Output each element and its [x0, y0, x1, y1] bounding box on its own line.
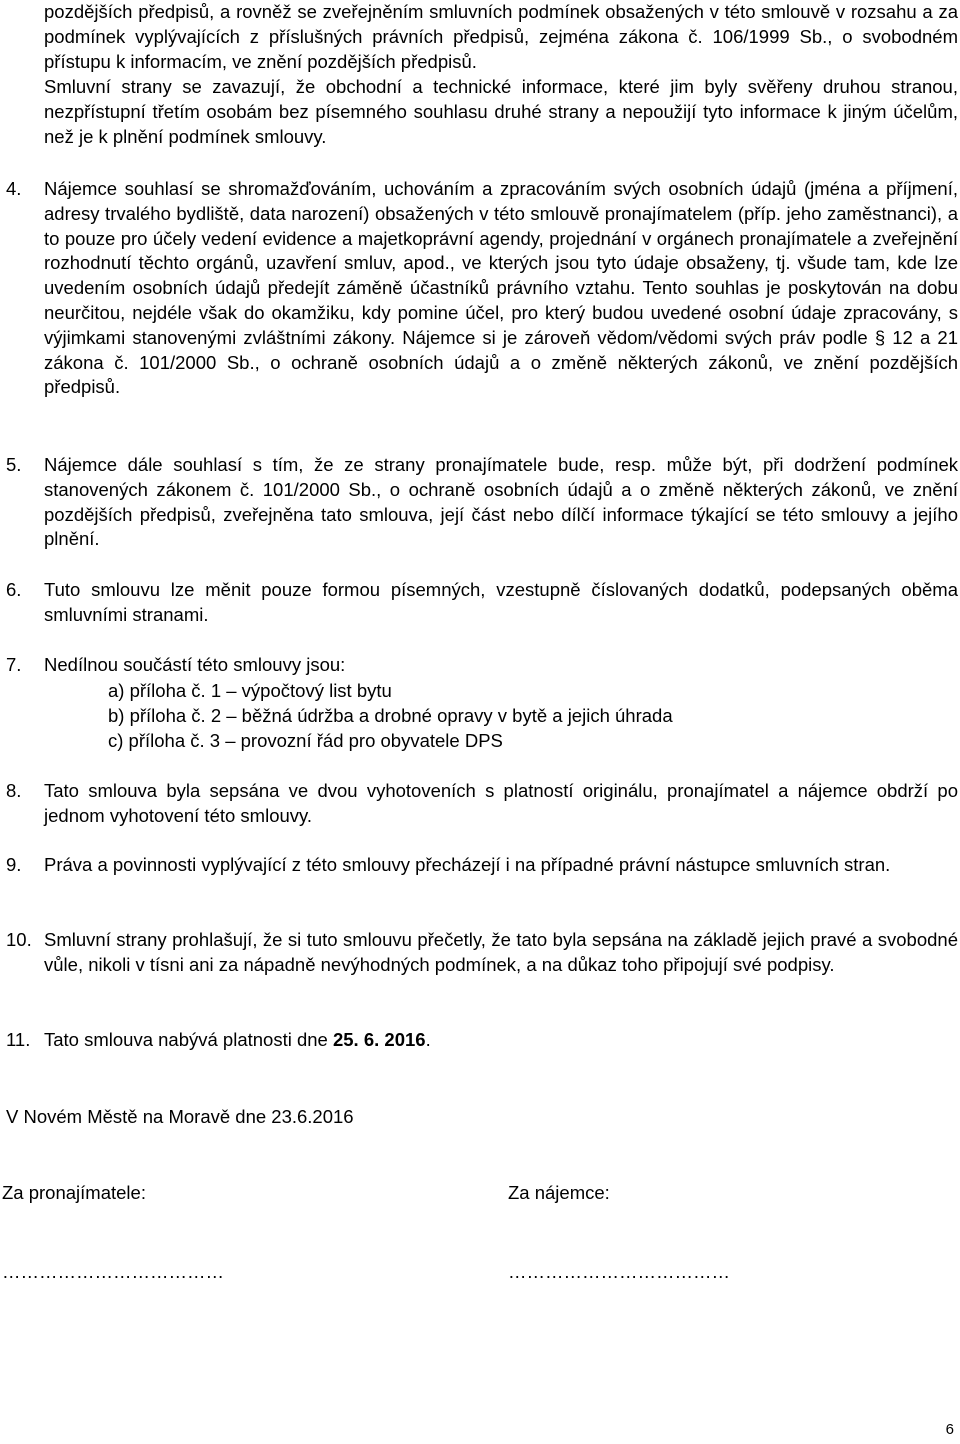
clause-number: 5. — [6, 454, 22, 475]
clause-text: Tuto smlouvu lze měnit pouze formou písemných, vzestupně číslovaných dodatků, podepsaných oběma smluvními stranami. — [44, 579, 958, 625]
page-number: 6 — [945, 1421, 954, 1438]
clause-text: Tato smlouva byla sepsána ve dvou vyhotoveních s platností originálu, pronajímatel a nájemce obdrží po jednom vyhotovení této smlouvy. — [44, 780, 958, 826]
attachment-2: b) příloha č. 2 – běžná údržba a drobné opravy v bytě a jejich úhrada — [108, 705, 673, 726]
clause-text: Práva a povinnosti vyplývající z této smlouvy přecházejí i na případné právní nástupce smluvních stran. — [44, 854, 891, 875]
clause-number: 8. — [6, 780, 22, 801]
clause-text: Nájemce dále souhlasí s tím, že ze strany pronajímatele bude, resp. může být, při dodržení podmínek stanovených zákonem č. 101/2000 Sb., o ochraně osobních údajů a o změně některých zákonů, ve znění pozdějších předpisů, zveřejněna tato smlouva, její část nebo dílčí informace týkající se této smlouvy a jejího plnění. — [44, 454, 958, 550]
clause-number: 10. — [6, 929, 32, 950]
validity-text: Tato smlouva nabývá platnosti dne — [44, 1029, 333, 1050]
clause-text: Smluvní strany prohlašují, že si tuto smlouvu přečetly, že tato byla sepsána na základě jejich pravé a svobodné vůle, nikoli v tísni ani za nápadně nevýhodných podmínek, a na důkaz toho připojují své podpisy. — [44, 929, 958, 975]
landlord-signature-line: ……………………………… — [2, 1261, 224, 1282]
landlord-signature-label: Za pronajímatele: — [2, 1182, 146, 1203]
clause-text: Nedílnou součástí této smlouvy jsou: — [44, 654, 346, 675]
clause-text — [44, 1028, 958, 1053]
intro-paragraph-publication: pozdějších předpisů, a rovněž se zveřejněním smluvních podmínek obsažených v této smlouvě v rozsahu a za podmínek vyplývajících z příslušných právních předpisů, zejména zákona č. 106/1999 Sb., o svobodném přístupu k informacím, ve znění pozdějších předpisů. — [44, 1, 958, 72]
place-date: V Novém Městě na Moravě dne 23.6.2016 — [6, 1106, 354, 1127]
clause-number: 11. — [6, 1029, 31, 1050]
clause-number: 7. — [6, 654, 22, 675]
clause-number: 6. — [6, 579, 22, 600]
clause-number: 4. — [6, 178, 22, 199]
clause-number: 9. — [6, 854, 22, 875]
attachment-1: a) příloha č. 1 – výpočtový list bytu — [108, 680, 392, 701]
validity-text-end: . — [425, 1029, 431, 1050]
intro-paragraph-confidentiality: Smluvní strany se zavazují, že obchodní a technické informace, které jim byly svěřeny druhou stranou, nezpřístupní třetím osobám bez písemného souhlasu druhé strany a nepoužijí tyto informace k jiným účelům, než je k plnění podmínek smlouvy. — [44, 76, 958, 147]
attachment-3: c) příloha č. 3 – provozní řád pro obyvatele DPS — [108, 730, 503, 751]
tenant-signature-line: ……………………………… — [508, 1261, 730, 1282]
tenant-signature-label: Za nájemce: — [508, 1182, 610, 1203]
validity-date: 25. 6. 2016 — [332, 1029, 426, 1050]
clause-text: Nájemce souhlasí se shromažďováním, uchováním a zpracováním svých osobních údajů (jména a příjmení, adresy trvalého bydliště, data narození) obsažených v této smlouvě pronajímatelem (příp. jeho zaměstnanci), a to pouze pro účely vedení evidence a majetkoprávní agendy, projednání v orgánech pronajímatele a zveřejnění rozhodnutí těchto orgánů, uzavření smluv, apod., ve kterých jsou tyto údaje obsaženy, tj. všude tam, kde lze uvedením osobních údajů předejít záměně účastníků právního vztahu. Tento souhlas je poskytován na dobu neurčitou, nejdéle však do okamžiku, kdy pomine účel, pro který budou uvedené osobní údaje zpracovány, s výjimkami stanovenými zvláštními zákony. Nájemce si je zároveň vědom/vědomi svých práv podle § 12 a 21 zákona č. 101/2000 Sb., o ochraně osobních údajů a o změně některých zákonů, ve znění pozdějších předpisů. — [44, 178, 958, 398]
